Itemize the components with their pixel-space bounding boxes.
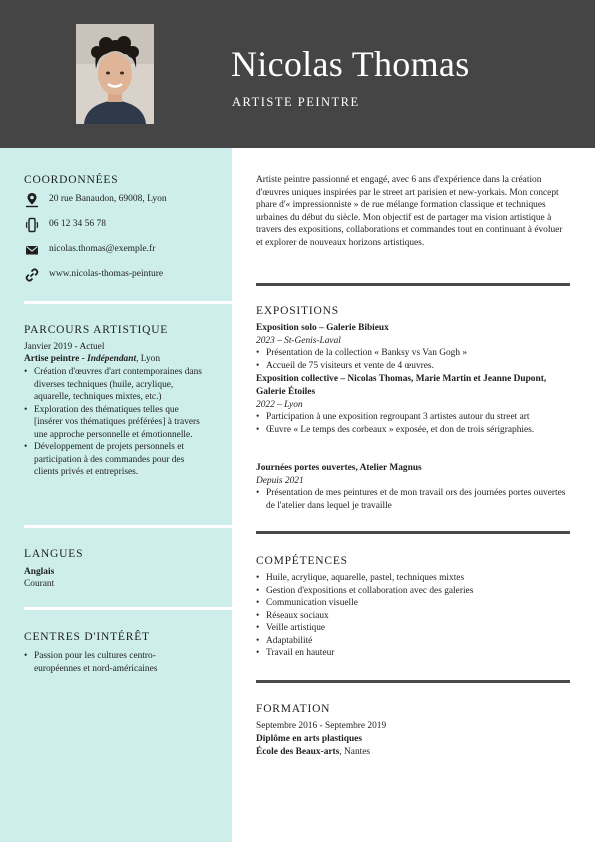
expositions-title: EXPOSITIONS bbox=[256, 305, 339, 317]
location-pin-icon bbox=[24, 192, 40, 208]
address-text: 20 rue Banaudon, 69008, Lyon bbox=[49, 194, 167, 204]
profile-summary: Artiste peintre passionné et engagé, avec 6 ans d'expérience dans la création d'œuvres uniques inspirées par le street art parisien et new-yorkais. Mon concept phare d'« impressionniste » de rue mélange formation classique et techniques urbaines du début du siècle. Mon objectif est de partager ma vision artistique à travers des expositions, collaborations et commandes tout en continuant à évoluer et explorer de nouveaux horizons artistiques. bbox=[256, 175, 563, 248]
formation-dates: Septembre 2016 - Septembre 2019 bbox=[256, 721, 387, 731]
exposition-meta: 2022 – Lyon bbox=[256, 400, 303, 410]
formation-degree: Diplôme en arts plastiques bbox=[256, 734, 362, 744]
main-divider bbox=[256, 531, 570, 534]
exposition-title: Exposition solo – Galerie Bibieux bbox=[256, 323, 389, 333]
language-level: Courant bbox=[24, 579, 55, 589]
list-item: • Travail en hauteur bbox=[256, 647, 570, 660]
interets-title: CENTRES D'INTÉRÊT bbox=[24, 631, 150, 643]
list-item: • Présentation de la collection « Banksy vs Van Gogh » bbox=[256, 347, 568, 360]
main-content bbox=[232, 148, 595, 842]
list-item: • Communication visuelle bbox=[256, 597, 570, 610]
interets-list bbox=[24, 650, 194, 675]
website-text: www.nicolas-thomas-peinture bbox=[49, 269, 164, 279]
exposition-meta: Depuis 2021 bbox=[256, 476, 304, 486]
parcours-title: PARCOURS ARTISTIQUE bbox=[24, 324, 169, 336]
contact-phone bbox=[24, 217, 224, 233]
language-name: Anglais bbox=[24, 567, 55, 577]
parcours-list bbox=[24, 366, 208, 479]
list-item: • Passion pour les cultures centro-européennes et nord-américaines bbox=[24, 650, 194, 675]
formation-school: École des Beaux-arts bbox=[256, 747, 340, 757]
parcours-status: Indépendant bbox=[87, 354, 137, 364]
list-item: • Veille artistique bbox=[256, 622, 570, 635]
header bbox=[0, 0, 595, 148]
sidebar-divider bbox=[24, 525, 232, 528]
phone-text: 06 12 34 56 78 bbox=[49, 219, 106, 229]
list-item: • Création d'œuvres d'art contemporaines dans diverses techniques (huile, acrylique, aquarelle, techniques mixtes, etc.) bbox=[24, 366, 208, 404]
formation-school-line bbox=[256, 746, 370, 759]
contact-address bbox=[24, 192, 224, 208]
exposition-bullets bbox=[256, 411, 570, 436]
formation-title: FORMATION bbox=[256, 703, 331, 715]
contact-email[interactable] bbox=[24, 242, 224, 258]
phone-icon bbox=[24, 217, 40, 233]
list-item: • Gestion d'expositions et collaboration avec des galeries bbox=[256, 585, 570, 598]
sidebar-divider bbox=[24, 301, 232, 304]
list-item: • Développement de projets personnels et participation à des commandes pour des clients privés et entreprises. bbox=[24, 441, 208, 479]
job-title: ARTISTE PEINTRE bbox=[232, 95, 360, 109]
parcours-role: Artise peintre bbox=[24, 354, 80, 364]
sidebar-divider bbox=[24, 607, 232, 610]
competences-list bbox=[256, 572, 570, 660]
main-divider bbox=[256, 680, 570, 683]
list-item: • Réseaux sociaux bbox=[256, 610, 570, 623]
contact-website[interactable] bbox=[24, 267, 224, 283]
envelope-icon bbox=[24, 242, 40, 258]
profile-photo bbox=[76, 24, 154, 124]
exposition-bullets bbox=[256, 487, 570, 512]
formation-city: , Nantes bbox=[339, 747, 371, 757]
list-item: • Adaptabilité bbox=[256, 635, 570, 648]
langues-title: LANGUES bbox=[24, 548, 84, 560]
parcours-dates: Janvier 2019 - Actuel bbox=[24, 342, 105, 352]
exposition-title: Journées portes ouvertes, Atelier Magnus bbox=[256, 463, 422, 473]
parcours-role-line: Artise peintre - Indépendant, Lyon bbox=[24, 354, 161, 364]
list-item: • Participation à une exposition regroupant 3 artistes autour du street art bbox=[256, 411, 570, 424]
list-item: • Œuvre « Le temps des corbeaux » exposée, et don de trois sérigraphies. bbox=[256, 424, 570, 437]
competences-title: COMPÉTENCES bbox=[256, 555, 348, 567]
link-icon bbox=[24, 267, 40, 283]
main-divider bbox=[256, 283, 570, 286]
list-item: • Huile, acrylique, aquarelle, pastel, techniques mixtes bbox=[256, 572, 570, 585]
email-text: nicolas.thomas@exemple.fr bbox=[49, 244, 156, 254]
exposition-bullets bbox=[256, 347, 568, 372]
contact-title: COORDONNÉES bbox=[24, 174, 119, 186]
candidate-name: Nicolas Thomas bbox=[231, 44, 470, 84]
list-item: • Présentation de mes peintures et de mon travail ors des journées portes ouvertes de l'atelier dans lequel je travaille bbox=[256, 487, 570, 512]
list-item: • Exploration des thématiques telles que [insérer vos thématiques préférées] à travers une approche personnelle et émotionnelle. bbox=[24, 404, 208, 442]
portrait-image bbox=[76, 24, 154, 124]
exposition-meta: 2023 – St-Genis-Laval bbox=[256, 336, 341, 346]
exposition-title: Exposition collective – Nicolas Thomas, Marie Martin et Jeanne Dupont, Galerie Étoiles bbox=[256, 374, 547, 397]
sidebar bbox=[0, 148, 232, 842]
list-item: • Accueil de 75 visiteurs et vente de 4 œuvres. bbox=[256, 360, 568, 373]
parcours-city: , Lyon bbox=[136, 354, 161, 364]
